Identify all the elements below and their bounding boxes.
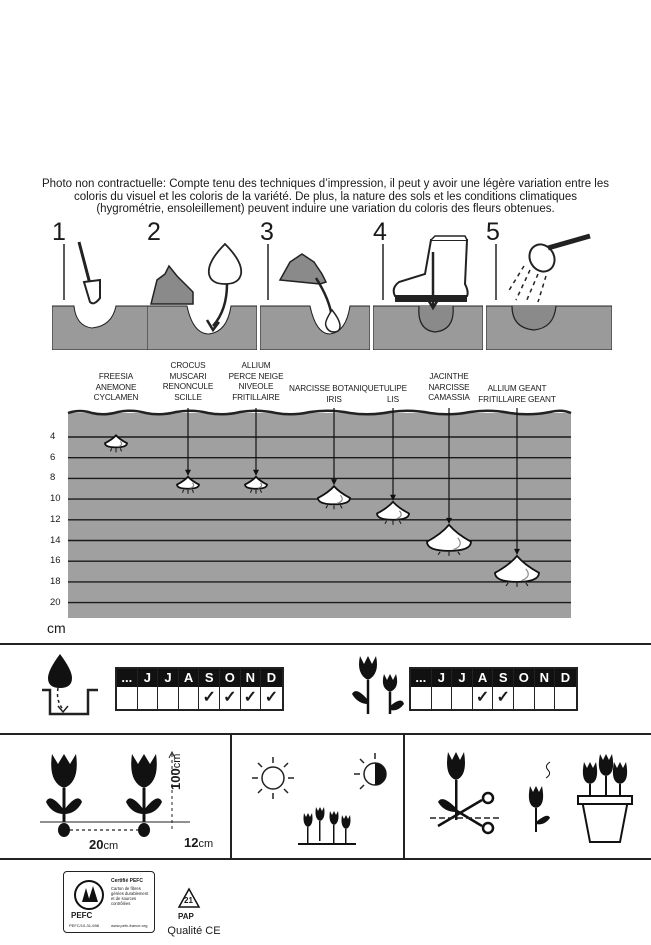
bulb-type-label: CROCUS MUSCARI RENONCULE SCILLE [162, 361, 214, 402]
pefc-brand: PEFC [71, 911, 93, 920]
spacing-value: 20cm [89, 837, 119, 852]
soil-background [68, 413, 571, 618]
month-column [452, 669, 473, 709]
bulb-type-label: JACINTHE NARCISSE CAMASSIA [428, 372, 470, 402]
month-column [220, 669, 241, 709]
divider [0, 643, 651, 645]
month-column [432, 669, 453, 709]
month-checked: ✓ [473, 687, 493, 709]
depth-tick-label: 18 [50, 575, 61, 587]
recycle-number: 21 [184, 896, 193, 905]
month-checked: ✓ [493, 687, 513, 709]
month-column [493, 669, 514, 709]
month-empty [432, 687, 452, 709]
month-label: D [261, 669, 282, 687]
month-column [473, 669, 494, 709]
care-panel [412, 748, 642, 858]
month-empty [452, 687, 472, 709]
month-column [241, 669, 262, 709]
pefc-code: PEFC/10-31-698 [69, 923, 100, 928]
scissors-icon [438, 793, 493, 833]
flowering-calendar [409, 667, 578, 711]
divider [230, 733, 232, 858]
depth-unit: cm [47, 620, 66, 636]
month-label: A [473, 669, 493, 687]
month-label: J [432, 669, 452, 687]
divider [0, 733, 651, 735]
month-column [514, 669, 535, 709]
month-column [535, 669, 556, 709]
month-empty [179, 687, 199, 709]
recycle-code: PAP [178, 912, 194, 921]
month-column [411, 669, 432, 709]
month-label: J [158, 669, 178, 687]
pefc-certification [63, 871, 155, 933]
cut-flower-icon [438, 752, 465, 820]
step-number: 2 [147, 218, 161, 246]
depth-tick-label: 6 [50, 451, 56, 463]
tulip-icon [46, 754, 82, 822]
month-column [117, 669, 138, 709]
month-empty [555, 687, 576, 709]
bulb-type-label: TULIPE LIS [378, 384, 408, 404]
month-checked: ✓ [199, 687, 219, 709]
depth-tick-label: 4 [50, 431, 56, 442]
month-column [158, 669, 179, 709]
month-empty [138, 687, 158, 709]
tulip-group-icon [298, 807, 356, 845]
potted-plant-icon [578, 754, 632, 842]
month-label: O [514, 669, 534, 687]
depth-tick-label: 8 [50, 472, 56, 484]
month-empty [158, 687, 178, 709]
month-empty [117, 687, 137, 709]
month-column [555, 669, 576, 709]
tulip-icon [126, 754, 162, 822]
month-column [199, 669, 220, 709]
month-empty [535, 687, 555, 709]
month-label: ... [117, 669, 137, 687]
month-label: N [535, 669, 555, 687]
month-label: J [452, 669, 472, 687]
depth-value: 12cm [184, 835, 214, 850]
month-checked: ✓ [261, 687, 282, 709]
depth-tick-label: 20 [50, 596, 61, 608]
month-empty [411, 687, 431, 709]
pefc-text: Carton de fibres gérées durablement et de sources contrôlées [111, 886, 149, 906]
month-column [179, 669, 200, 709]
bulb-type-label: ALLIUM PERCE NEIGE NIVEOLE FRITILLAIRE [228, 361, 284, 402]
month-label: D [555, 669, 576, 687]
depth-tick-label: 10 [50, 493, 61, 505]
pefc-trees-icon [72, 880, 106, 910]
bulb-type-label: NARCISSE BOTANIQUE IRIS [289, 384, 379, 404]
planting-period-icon [42, 654, 112, 724]
month-empty [514, 687, 534, 709]
disclaimer-text: Photo non contractuelle: Compte tenu des techniques d’impression, il peut y avoir une légère variation entre les coloris du visuel et les coloris de la variété. De plus, la nature des sols et les conditions climatiques (hygrométrie, ensoleillement) peuvent induire une variation du coloris des fleurs obtenues. [41, 178, 610, 215]
step-number: 4 [373, 218, 387, 246]
month-label: S [199, 669, 219, 687]
month-label: S [493, 669, 513, 687]
depth-tick-label: 12 [50, 513, 61, 525]
depth-tick-label: 14 [50, 534, 61, 546]
depth-tick-label: 16 [50, 555, 61, 567]
month-label: O [220, 669, 240, 687]
sun-icon [252, 757, 294, 799]
step-number: 3 [260, 218, 274, 246]
step-number: 1 [52, 218, 66, 246]
bulb-type-label: ALLIUM GEANT FRITILLAIRE GEANT [478, 384, 556, 404]
sun-exposure-panel [240, 745, 400, 855]
month-checked: ✓ [241, 687, 261, 709]
month-label: ... [411, 669, 431, 687]
month-label: A [179, 669, 199, 687]
planting-calendar [115, 667, 284, 711]
month-checked: ✓ [220, 687, 240, 709]
divider [0, 858, 651, 860]
ce-label: Qualité CE [167, 925, 221, 937]
bulb-type-label: FREESIA ANEMONE CYCLAMEN [93, 372, 139, 402]
half-shade-icon [354, 753, 386, 789]
divider [403, 733, 405, 858]
month-label: N [241, 669, 261, 687]
fragrance-flower-icon [529, 762, 550, 832]
pefc-title: Certifié PEFC [111, 878, 143, 884]
month-label: J [138, 669, 158, 687]
flowering-period-icon [350, 656, 406, 718]
pefc-url: www.pefc-france.org [111, 923, 148, 928]
step-number: 5 [486, 218, 500, 246]
month-column [138, 669, 159, 709]
month-column [261, 669, 282, 709]
height-value: 100cm [168, 753, 183, 790]
